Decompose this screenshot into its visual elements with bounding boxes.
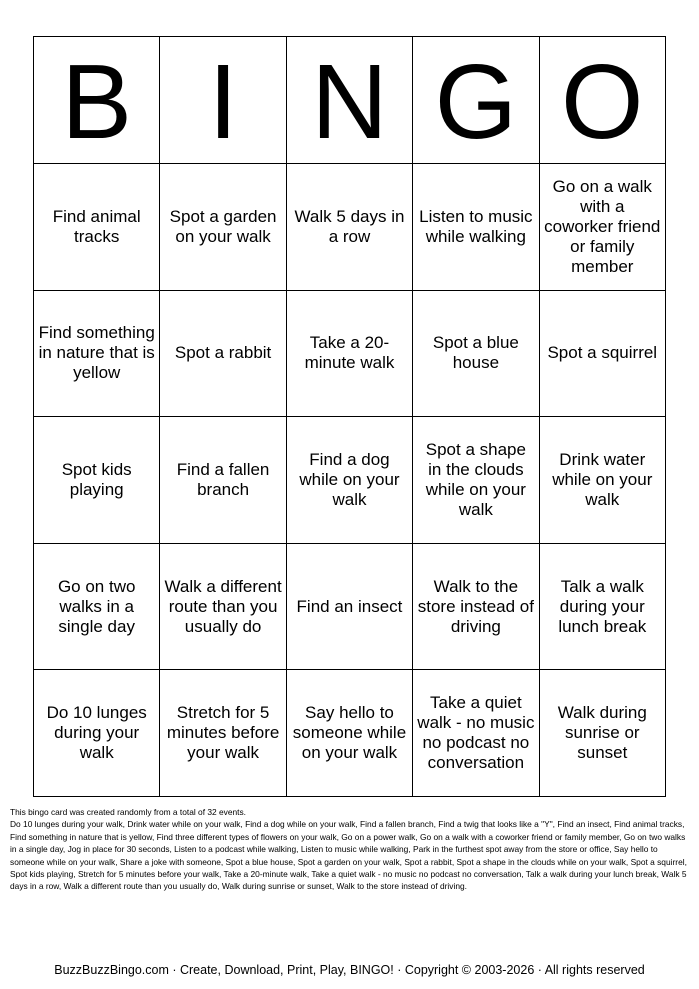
bingo-cell: Spot a rabbit — [160, 290, 286, 417]
event-list-intro: This bingo card was created randomly from a total of 32 events. — [10, 807, 247, 817]
bingo-cell: Walk a different route than you usually do — [160, 543, 286, 670]
bingo-row-5 — [34, 670, 666, 797]
bingo-cell: Walk 5 days in a row — [286, 164, 412, 291]
bingo-row-1 — [34, 164, 666, 291]
header-letter-b: B — [34, 37, 160, 164]
bingo-row-2 — [34, 290, 666, 417]
bingo-cell: Take a quiet walk - no music no podcast no conversation — [413, 670, 539, 797]
bingo-header-row — [34, 37, 666, 164]
bingo-row-4 — [34, 543, 666, 670]
event-list-items: Do 10 lunges during your walk, Drink water while on your walk, Find a dog while on your walk, Find a fallen branch, Find a twig that looks like a "Y", Find an insect, Find animal tracks, Find something in nature that is yellow, Find three different types of flowers on your walk, Go on a power walk, Go on a walk with a coworker friend or family member, Go on two walks in a single day, Jog in place for 30 seconds, Listen to a podcast while walking, Listen to music while walking, Park in the furthest spot away from the store or office, Say hello to someone while on your walk, Share a joke with someone, Spot a blue house, Spot a garden on your walk, Spot a rabbit, Spot a shape in the clouds while on your walk, Spot a squirrel, Spot kids playing, Stretch for 5 minutes before your walk, Take a 20-minute walk, Take a quiet walk - no music no podcast no conversation, Talk a walk during your lunch break, Walk 5 days in a row, Walk a different route than you usually do, Walk during sunrise or sunset, Walk to the store instead of driving. — [10, 819, 687, 892]
header-letter-i: I — [160, 37, 286, 164]
bingo-cell: Find an insect — [286, 543, 412, 670]
bingo-cell: Stretch for 5 minutes before your walk — [160, 670, 286, 797]
footer-copyright: BuzzBuzzBingo.com · Create, Download, Print, Play, BINGO! · Copyright © 2003-2026 · All rights reserved — [54, 963, 645, 977]
bingo-cell: Walk during sunrise or sunset — [539, 670, 665, 797]
bingo-row-3 — [34, 417, 666, 544]
bingo-cell: Spot a blue house — [413, 290, 539, 417]
bingo-cell: Spot kids playing — [34, 417, 160, 544]
bingo-cell: Talk a walk during your lunch break — [539, 543, 665, 670]
header-letter-o: O — [539, 37, 665, 164]
bingo-cell: Spot a shape in the clouds while on your walk — [413, 417, 539, 544]
bingo-cell: Find a fallen branch — [160, 417, 286, 544]
bingo-cell: Find a dog while on your walk — [286, 417, 412, 544]
header-letter-g: G — [413, 37, 539, 164]
bingo-cell: Spot a squirrel — [539, 290, 665, 417]
bingo-cell: Go on a walk with a coworker friend or family member — [539, 164, 665, 291]
header-letter-n: N — [286, 37, 412, 164]
bingo-cell: Go on two walks in a single day — [34, 543, 160, 670]
bingo-cell: Find animal tracks — [34, 164, 160, 291]
bingo-cell: Drink water while on your walk — [539, 417, 665, 544]
bingo-cell: Walk to the store instead of driving — [413, 543, 539, 670]
bingo-cell: Say hello to someone while on your walk — [286, 670, 412, 797]
event-list — [10, 806, 690, 893]
bingo-card — [33, 36, 666, 797]
bingo-cell: Find something in nature that is yellow — [34, 290, 160, 417]
bingo-cell: Spot a garden on your walk — [160, 164, 286, 291]
bingo-cell: Take a 20-minute walk — [286, 290, 412, 417]
bingo-cell: Listen to music while walking — [413, 164, 539, 291]
bingo-cell: Do 10 lunges during your walk — [34, 670, 160, 797]
